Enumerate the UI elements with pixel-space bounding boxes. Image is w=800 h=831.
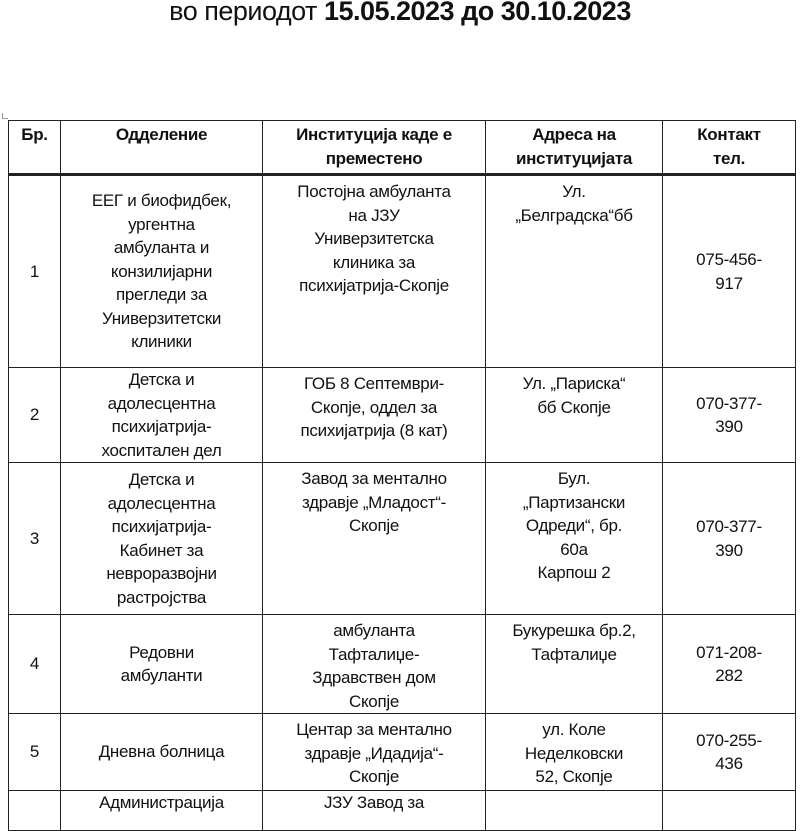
institution-cell: Завод за ментално здравје „Младост“- Скопје bbox=[263, 463, 486, 615]
contact-cell: 070-377- 390 bbox=[663, 368, 796, 463]
address-cell: Букурешка бр.2, Тафталиџе bbox=[486, 615, 663, 714]
department-cell: Детска и адолесцентна психијатрија- хоспитален дел bbox=[61, 368, 263, 463]
department-cell: Редовни амбуланти bbox=[61, 615, 263, 714]
contact-cell: 070-377- 390 bbox=[663, 463, 796, 615]
header-institution: Институција каде е преместено bbox=[263, 121, 486, 175]
institution-cell: амбуланта Тафталиџе- Здравствен дом Скопје bbox=[263, 615, 486, 714]
row-number: 4 bbox=[9, 615, 61, 714]
title-dates: 15.05.2023 до 30.10.2023 bbox=[323, 0, 631, 26]
table-header-row bbox=[9, 121, 796, 175]
contact-cell bbox=[663, 791, 796, 831]
department-cell: Дневна болница bbox=[61, 714, 263, 791]
table-row bbox=[9, 615, 796, 714]
address-cell bbox=[486, 791, 663, 831]
header-department: Одделение bbox=[61, 121, 263, 175]
row-number: 1 bbox=[9, 175, 61, 368]
row-number: 2 bbox=[9, 368, 61, 463]
table-row bbox=[9, 791, 796, 831]
row-number bbox=[9, 791, 61, 831]
relocation-table bbox=[8, 120, 796, 831]
header-address: Адреса на институцијата bbox=[486, 121, 663, 175]
table-row bbox=[9, 714, 796, 791]
row-number: 5 bbox=[9, 714, 61, 791]
table-anchor-mark bbox=[2, 113, 8, 119]
department-cell: Детска и адолесцентна психијатрија- Кабинет за невроразвојни растројства bbox=[61, 463, 263, 615]
institution-cell: Постојна амбуланта на ЈЗУ Универзитетска клиника за психијатрија-Скопје bbox=[263, 175, 486, 368]
address-cell: Ул. „Белградска“бб bbox=[486, 175, 663, 368]
header-contact: Контакт тел. bbox=[663, 121, 796, 175]
address-cell: ул. Коле Неделковски 52, Скопје bbox=[486, 714, 663, 791]
contact-cell: 071-208- 282 bbox=[663, 615, 796, 714]
title-prefix: во периодот bbox=[169, 0, 317, 26]
address-cell: Ул. „Париска“ бб Скопје bbox=[486, 368, 663, 463]
table-row bbox=[9, 463, 796, 615]
address-cell: Бул. „Партизански Одреди“, бр. 60а Карпош 2 bbox=[486, 463, 663, 615]
institution-cell: ЈЗУ Завод за bbox=[263, 791, 486, 831]
institution-cell: Центар за ментално здравје „Идадија“- Скопје bbox=[263, 714, 486, 791]
institution-cell: ГОБ 8 Септември- Скопје, оддел за психијатрија (8 кат) bbox=[263, 368, 486, 463]
header-number: Бр. bbox=[9, 121, 61, 175]
row-number: 3 bbox=[9, 463, 61, 615]
contact-cell: 070-255- 436 bbox=[663, 714, 796, 791]
department-cell: Администрација bbox=[61, 791, 263, 831]
table-row bbox=[9, 175, 796, 368]
contact-cell: 075-456- 917 bbox=[663, 175, 796, 368]
department-cell: ЕЕГ и биофидбек, ургентна амбуланта и конзилијарни прегледи за Универзитетски клиники bbox=[61, 175, 263, 368]
document-title bbox=[0, 0, 800, 27]
table-row bbox=[9, 368, 796, 463]
